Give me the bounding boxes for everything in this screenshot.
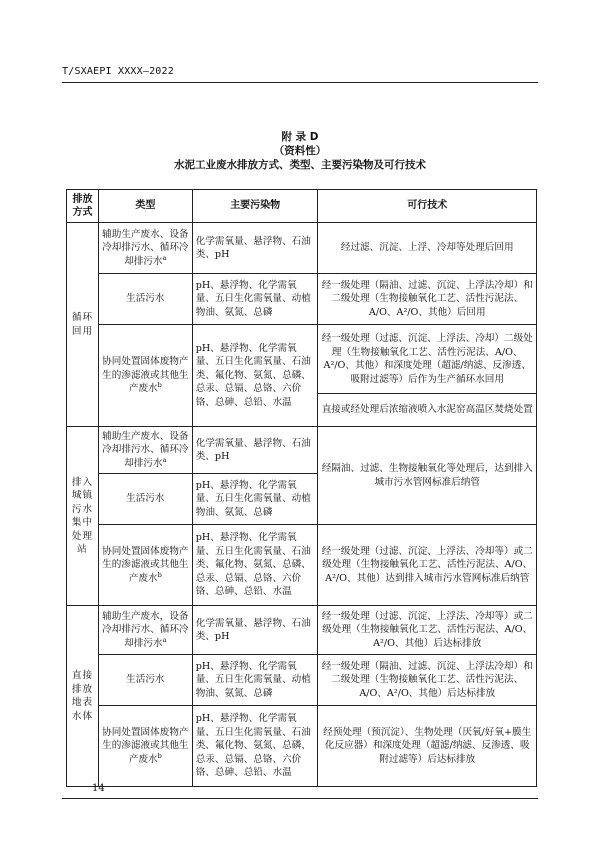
table-row xyxy=(67,606,537,655)
header-tech: 可行技术 xyxy=(318,190,537,223)
appendix-heading xyxy=(0,130,600,172)
wastewater-table xyxy=(66,189,537,787)
type-footnote: a xyxy=(162,635,167,644)
type-cell xyxy=(98,606,192,655)
pollutants-cell: 化学需氧量、悬浮物、石油类、pH xyxy=(192,606,318,655)
type-cell xyxy=(98,525,192,606)
tech-cell: 经一级处理（过滤、沉淀、上浮法、冷却等）或二级处理（生物接触氧化工艺、活性污泥法、A/O、A²/O、其他）后达标排放 xyxy=(318,606,537,655)
appendix-title: 附 录 D xyxy=(281,131,319,143)
pollutants-cell: pH、悬浮物、化学需氧量、五日生化需氧量、动植物油、氨氮、总磷 xyxy=(192,474,318,525)
footer-rule xyxy=(62,798,538,799)
type-cell xyxy=(98,427,192,474)
tech-cell: 经一级处理（隔油、过滤、沉淀、上浮法冷却）和二级处理（生物接触氧化工艺、活性污泥法、A/O、A²/O、其他）后达标排放 xyxy=(318,655,537,706)
header-type: 类型 xyxy=(98,190,192,223)
type-footnote: a xyxy=(162,455,167,464)
tech-cell: 直接或经处理后浓缩液喷入水泥窑高温区焚烧处置 xyxy=(318,394,537,427)
table-header-row xyxy=(67,190,537,223)
table-row xyxy=(67,325,537,394)
tech-cell: 经隔油、过滤、生物接触氧化等处理后，达到排入城市污水管网标准后纳管 xyxy=(318,427,537,525)
appendix-subtitle: （资料性） xyxy=(273,145,327,157)
page-number: 14 xyxy=(92,783,105,794)
pollutants-cell: pH、悬浮物、化学需氧量、五日生化需氧量、动植物油、氨氮、总磷 xyxy=(192,655,318,706)
table-row xyxy=(67,655,537,706)
type-text: 协同处置固体废物产生的渗滤液或其他生产废水 xyxy=(102,356,189,395)
tech-cell: 经一级处理（隔油、过滤、沉淀、上浮法冷却）和二级处理（生物接触氧化工艺、活性污泥法、A/O、A²/O、其他）后回用 xyxy=(318,274,537,325)
type-cell xyxy=(98,223,192,274)
tech-cell: 经过滤、沉淀、上浮、冷却等处理后回用 xyxy=(318,223,537,274)
table-row xyxy=(67,525,537,606)
type-text: 生活污水 xyxy=(126,493,165,505)
discharge-cell: 循环回用 xyxy=(67,223,99,427)
type-text: 辅助生产废水，设备冷却排污水、循环冷却排污水 xyxy=(102,610,189,649)
pollutants-cell: pH、悬浮物、化学需氧量、五日生化需氧量、石油类、氟化物、氨氮、总磷、总汞、总镉、总铬、六价铬、总砷、总铅、水温 xyxy=(192,706,318,787)
type-text: 生活污水 xyxy=(126,293,165,305)
header-pollutants: 主要污染物 xyxy=(192,190,318,223)
header-discharge: 排放方式 xyxy=(67,190,99,223)
discharge-cell: 直接排放地表水体 xyxy=(67,606,99,787)
type-cell xyxy=(98,706,192,787)
type-text: 协同处置固体废物产生的渗滤液或其他生产废水 xyxy=(102,726,189,765)
header-rule xyxy=(62,82,538,83)
pollutants-cell: 化学需氧量、悬浮物、石油类、pH xyxy=(192,223,318,274)
type-cell xyxy=(98,274,192,325)
type-cell xyxy=(98,325,192,427)
discharge-cell: 排入城镇污水集中处理站 xyxy=(67,427,99,606)
tech-cell: 经一级处理（过滤、沉淀、上浮法、冷却等）或二级处理（生物接触氧化工艺、活性污泥法、A/O、A²/O、其他）达到排入城市污水管网标准后纳管 xyxy=(318,525,537,606)
appendix-caption: 水泥工业废水排放方式、类型、主要污染物及可行技术 xyxy=(174,159,426,171)
table-row xyxy=(67,706,537,787)
pollutants-cell: 化学需氧量、悬浮物、石油类、pH xyxy=(192,427,318,474)
type-text: 辅助生产废水、设备冷却排污水、循环冷却排污水 xyxy=(102,430,189,469)
type-text: 协同处置固体废物产生的渗滤液或其他生产废水 xyxy=(102,545,189,584)
type-cell xyxy=(98,655,192,706)
table-row xyxy=(67,274,537,325)
table-row xyxy=(67,427,537,474)
type-cell xyxy=(98,474,192,525)
tech-cell: 经预处理（预沉淀）、生物处理（厌氧/好氧+膜生化反应器）和深度处理（超滤/纳滤、反渗透、吸附过滤等）后达标排放 xyxy=(318,706,537,787)
type-text: 生活污水 xyxy=(126,674,165,686)
document-code: T/SXAEPI XXXX—2022 xyxy=(62,66,174,77)
pollutants-cell: pH、悬浮物、化学需氧量、五日生化需氧量、动植物油、氨氮、总磷 xyxy=(192,274,318,325)
type-footnote: b xyxy=(157,751,162,760)
type-footnote: b xyxy=(157,381,162,390)
table-row xyxy=(67,223,537,274)
type-footnote: b xyxy=(157,570,162,579)
pollutants-cell: pH、悬浮物、化学需氧量、五日生化需氧量、石油类、氟化物、氨氮、总磷、总汞、总镉、总铬、六价铬、总砷、总铅、水温 xyxy=(192,525,318,606)
tech-cell: 经一级处理（过滤、沉淀、上浮法、冷却）二级处理（生物接触氧化工艺、活性污泥法、A/O、A²/O、其他）和深度处理（超滤/纳滤、反渗透、吸附过滤等）后作为生产循环水回用 xyxy=(318,325,537,394)
type-footnote: a xyxy=(162,253,167,262)
pollutants-cell: pH、悬浮物、化学需氧量、五日生化需氧量、石油类、氟化物、氨氮、总磷、总汞、总镉、总铬、六价铬、总砷、总铅、水温 xyxy=(192,325,318,427)
type-text: 辅助生产废水、设备冷却排污水、循环冷却排污水 xyxy=(102,228,189,267)
